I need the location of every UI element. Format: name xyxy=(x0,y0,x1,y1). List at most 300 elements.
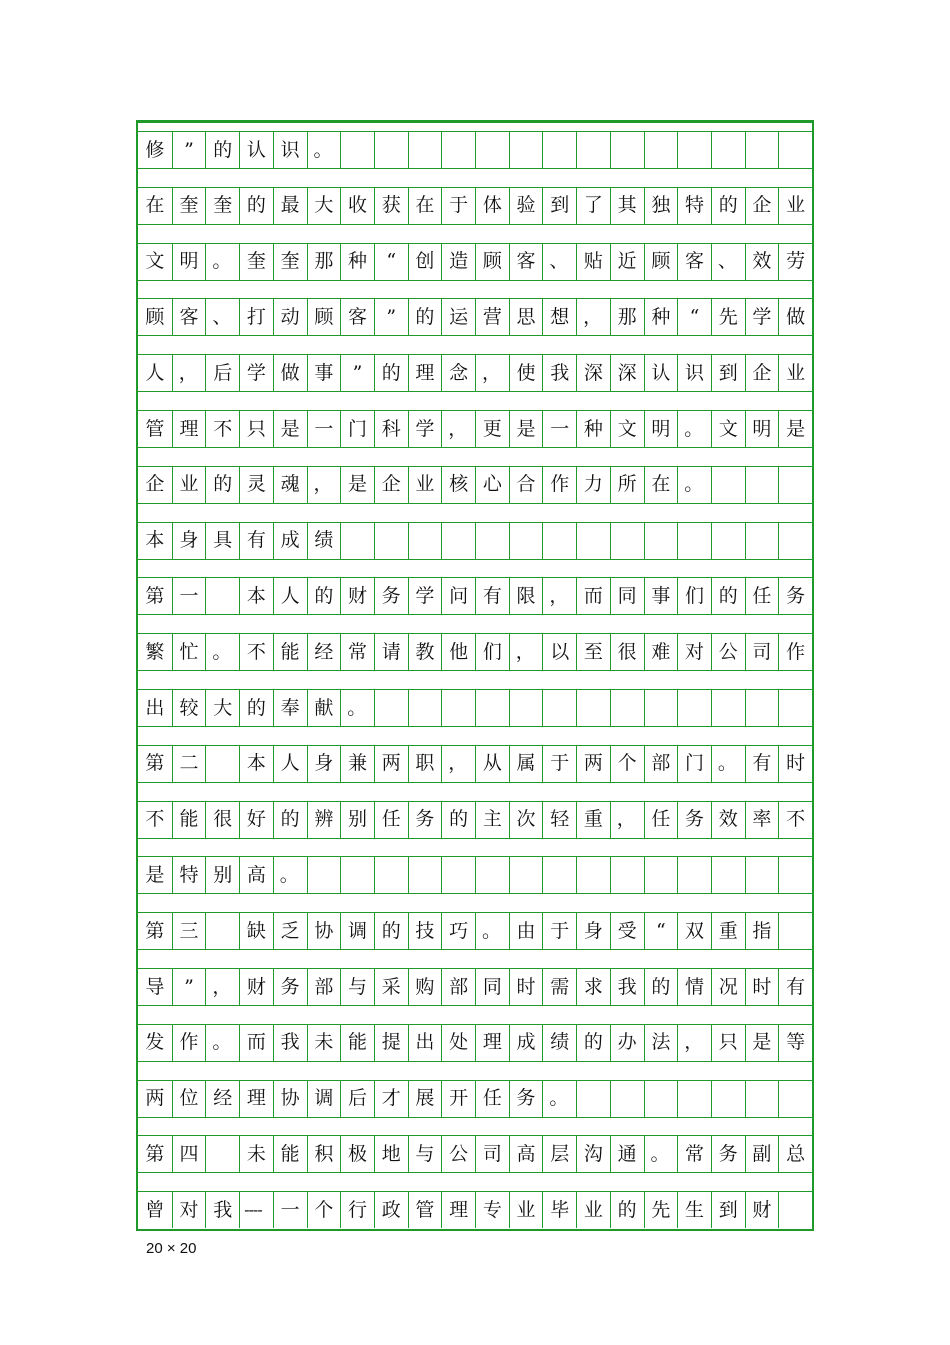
grid-cell: ， xyxy=(205,969,239,1005)
grid-cell: 三 xyxy=(172,913,206,949)
grid-cell xyxy=(745,690,779,726)
grid-cell: 与 xyxy=(408,1136,442,1172)
grid-spacer xyxy=(138,949,812,969)
grid-cell xyxy=(374,523,408,559)
grid-cell: 近 xyxy=(610,244,644,280)
grid-cell: 。 xyxy=(205,244,239,280)
grid-cell: 使 xyxy=(509,355,543,391)
grid-cell: 而 xyxy=(239,1025,273,1061)
grid-cell: 任 xyxy=(374,802,408,838)
grid-cell xyxy=(441,857,475,893)
grid-cell: 不 xyxy=(145,808,165,831)
grid-cell: 属 xyxy=(509,746,543,782)
grid-cell xyxy=(644,857,678,893)
grid-cell: ， xyxy=(475,355,509,391)
grid-cell: 是 xyxy=(745,1025,779,1061)
grid-cell xyxy=(542,132,576,168)
grid-cell xyxy=(576,857,610,893)
grid-cell: 灵 xyxy=(239,467,273,503)
grid-cell: 人 xyxy=(145,361,165,384)
grid-cell: 门 xyxy=(677,746,711,782)
grid-cell: ， xyxy=(307,467,341,503)
grid-cell: 一 xyxy=(307,411,341,447)
grid-cell xyxy=(205,578,239,614)
grid-cell: 协 xyxy=(307,913,341,949)
grid-row xyxy=(138,244,812,280)
grid-cell: 特 xyxy=(677,188,711,224)
grid-row xyxy=(138,969,812,1005)
grid-cell: 有 xyxy=(778,969,812,1005)
grid-cell: 验 xyxy=(509,188,543,224)
grid-cell: 理 xyxy=(475,1025,509,1061)
grid-cell: 导 xyxy=(145,975,165,998)
grid-cell: 文 xyxy=(711,411,745,447)
grid-cell: 不 xyxy=(205,411,239,447)
grid-cell: ” xyxy=(374,299,408,335)
grid-spacer xyxy=(138,168,812,188)
grid-cell: 部 xyxy=(441,969,475,1005)
grid-cell: 更 xyxy=(475,411,509,447)
grid-cell: 开 xyxy=(441,1081,475,1117)
grid-cell: 务 xyxy=(778,578,812,614)
grid-spacer xyxy=(138,726,812,746)
grid-cell: 业 xyxy=(778,355,812,391)
grid-cell xyxy=(509,132,543,168)
grid-cell: 具 xyxy=(205,523,239,559)
grid-cell xyxy=(475,690,509,726)
grid-cell: 理 xyxy=(408,355,442,391)
grid-spacer xyxy=(138,447,812,467)
grid-cell xyxy=(778,1081,812,1117)
grid-cell: 较 xyxy=(172,690,206,726)
grid-cell: 绩 xyxy=(542,1025,576,1061)
grid-cell: 兼 xyxy=(340,746,374,782)
grid-cell: 业 xyxy=(172,467,206,503)
grid-cell: 献 xyxy=(307,690,341,726)
grid-cell: 事 xyxy=(307,355,341,391)
grid-cell: 企 xyxy=(745,355,779,391)
grid-cell: 总 xyxy=(778,1136,812,1172)
grid-cell: 客 xyxy=(172,299,206,335)
grid-cell: 个 xyxy=(307,1192,341,1228)
grid-cell: 率 xyxy=(745,802,779,838)
grid-cell: “ xyxy=(677,299,711,335)
grid-row xyxy=(138,578,812,614)
grid-cell: 合 xyxy=(509,467,543,503)
grid-cell: 调 xyxy=(340,913,374,949)
grid-spacer xyxy=(138,280,812,300)
grid-cell: 不 xyxy=(239,634,273,670)
grid-cell xyxy=(374,857,408,893)
grid-cell: 时 xyxy=(745,969,779,1005)
grid-cell: 别 xyxy=(205,857,239,893)
grid-spacer xyxy=(138,614,812,634)
grid-cell: 沟 xyxy=(576,1136,610,1172)
grid-cell: 先 xyxy=(711,299,745,335)
grid-cell: 。 xyxy=(711,746,745,782)
grid-cell: 那 xyxy=(610,299,644,335)
grid-cell xyxy=(340,523,374,559)
grid-cell: 一 xyxy=(273,1192,307,1228)
grid-cell: 客 xyxy=(509,244,543,280)
grid-cell: ” xyxy=(172,969,206,1005)
grid-cell xyxy=(644,132,678,168)
grid-cell: 能 xyxy=(273,634,307,670)
grid-cell: “ xyxy=(644,913,678,949)
grid-cell: 个 xyxy=(610,746,644,782)
grid-cell xyxy=(711,857,745,893)
grid-cell: 作 xyxy=(542,467,576,503)
grid-cell: 奎 xyxy=(273,244,307,280)
grid-cell xyxy=(778,467,812,503)
grid-row xyxy=(138,132,812,168)
grid-cell: 学 xyxy=(408,578,442,614)
grid-cell: 企 xyxy=(745,188,779,224)
grid-cell: 对 xyxy=(677,634,711,670)
grid-cell: 经 xyxy=(307,634,341,670)
grid-cell: 求 xyxy=(576,969,610,1005)
grid-cell: 教 xyxy=(408,634,442,670)
grid-cell xyxy=(677,690,711,726)
grid-cell: 辨 xyxy=(307,802,341,838)
grid-cell: 务 xyxy=(273,969,307,1005)
grid-cell: 财 xyxy=(239,969,273,1005)
grid-cell: 法 xyxy=(644,1025,678,1061)
grid-row xyxy=(138,299,812,335)
grid-cell: 、 xyxy=(711,244,745,280)
grid-cell: 人 xyxy=(273,578,307,614)
grid-cell: 位 xyxy=(172,1081,206,1117)
grid-cell xyxy=(610,1081,644,1117)
grid-spacer xyxy=(138,224,812,244)
grid-cell: ， xyxy=(610,802,644,838)
grid-spacer xyxy=(138,782,812,802)
grid-cell: 极 xyxy=(340,1136,374,1172)
grid-cell xyxy=(610,132,644,168)
grid-cell: ” xyxy=(172,132,206,168)
grid-cell: 两 xyxy=(145,1087,165,1110)
grid-cell: 是 xyxy=(273,411,307,447)
grid-cell: 公 xyxy=(711,634,745,670)
grid-row xyxy=(138,746,812,782)
grid-cell: 处 xyxy=(441,1025,475,1061)
grid-cell xyxy=(441,523,475,559)
grid-cell: 很 xyxy=(205,802,239,838)
grid-cell: 于 xyxy=(441,188,475,224)
grid-cell: 修 xyxy=(145,138,165,161)
grid-cell: 客 xyxy=(677,244,711,280)
grid-cell: 协 xyxy=(273,1081,307,1117)
grid-cell: 只 xyxy=(711,1025,745,1061)
grid-cell: 魂 xyxy=(273,467,307,503)
grid-row xyxy=(138,1025,812,1061)
grid-cell: 四 xyxy=(172,1136,206,1172)
grid-cell: 不 xyxy=(778,802,812,838)
grid-cell: 同 xyxy=(475,969,509,1005)
grid-cell xyxy=(408,132,442,168)
grid-cell: 提 xyxy=(374,1025,408,1061)
grid-cell: 毕 xyxy=(542,1192,576,1228)
grid-cell: 到 xyxy=(711,355,745,391)
grid-cell xyxy=(475,132,509,168)
grid-cell: 需 xyxy=(542,969,576,1005)
grid-cell: 主 xyxy=(475,802,509,838)
grid-cell: 最 xyxy=(273,188,307,224)
grid-cell: 。 xyxy=(475,913,509,949)
grid-cell: 顾 xyxy=(307,299,341,335)
grid-cell: 的 xyxy=(610,1192,644,1228)
grid-cell: 问 xyxy=(441,578,475,614)
grid-cell: 的 xyxy=(307,578,341,614)
grid-cell: 造 xyxy=(441,244,475,280)
grid-cell xyxy=(374,690,408,726)
grid-cell xyxy=(711,1081,745,1117)
grid-cell xyxy=(205,746,239,782)
manuscript-grid xyxy=(136,120,814,1231)
grid-cell xyxy=(677,1081,711,1117)
grid-cell: 念 xyxy=(441,355,475,391)
grid-cell: 政 xyxy=(374,1192,408,1228)
grid-cell: 一 xyxy=(172,578,206,614)
grid-cell xyxy=(644,690,678,726)
grid-spacer xyxy=(138,838,812,858)
grid-cell: 劳 xyxy=(778,244,812,280)
grid-cell: 我 xyxy=(610,969,644,1005)
grid-cell: 本 xyxy=(239,578,273,614)
grid-cell: 经 xyxy=(205,1081,239,1117)
grid-row xyxy=(138,1136,812,1172)
grid-cell: 学 xyxy=(745,299,779,335)
grid-cell: 很 xyxy=(610,634,644,670)
grid-cell: 二 xyxy=(172,746,206,782)
grid-cell: 况 xyxy=(711,969,745,1005)
grid-cell: 业 xyxy=(576,1192,610,1228)
grid-cell xyxy=(610,690,644,726)
grid-cell xyxy=(745,523,779,559)
grid-cell: 作 xyxy=(778,634,812,670)
grid-row xyxy=(138,690,812,726)
grid-cell: 成 xyxy=(273,523,307,559)
grid-cell xyxy=(711,132,745,168)
grid-cell: 出 xyxy=(408,1025,442,1061)
grid-cell: ， xyxy=(509,634,543,670)
grid-cell: 特 xyxy=(172,857,206,893)
grid-cell: 理 xyxy=(172,411,206,447)
grid-cell: 有 xyxy=(475,578,509,614)
grid-cell: 、 xyxy=(205,299,239,335)
grid-cell: 第 xyxy=(145,584,165,607)
grid-cell: 在 xyxy=(644,467,678,503)
grid-cell: 他 xyxy=(441,634,475,670)
grid-cell: 所 xyxy=(610,467,644,503)
grid-cell: 巧 xyxy=(441,913,475,949)
grid-cell: 由 xyxy=(509,913,543,949)
grid-cell: 其 xyxy=(610,188,644,224)
grid-cell xyxy=(374,132,408,168)
grid-cell: 贴 xyxy=(576,244,610,280)
grid-cell xyxy=(205,913,239,949)
grid-cell: 任 xyxy=(644,802,678,838)
grid-cell: 出 xyxy=(145,696,165,719)
grid-cell xyxy=(644,523,678,559)
grid-cell: 深 xyxy=(576,355,610,391)
grid-cell xyxy=(677,857,711,893)
grid-spacer xyxy=(138,1005,812,1025)
grid-cell: 后 xyxy=(340,1081,374,1117)
grid-cell: 管 xyxy=(145,417,165,440)
grid-cell xyxy=(745,132,779,168)
grid-cell: ---- xyxy=(239,1192,273,1228)
grid-cell: 重 xyxy=(576,802,610,838)
grid-row xyxy=(138,1081,812,1117)
grid-spacer xyxy=(138,670,812,690)
grid-cell xyxy=(542,857,576,893)
grid-cell xyxy=(778,690,812,726)
grid-cell: 情 xyxy=(677,969,711,1005)
grid-cell: 财 xyxy=(340,578,374,614)
grid-cell xyxy=(340,132,374,168)
grid-cell: 的 xyxy=(441,802,475,838)
grid-cell xyxy=(778,857,812,893)
grid-cell: 的 xyxy=(239,690,273,726)
grid-cell: 管 xyxy=(408,1192,442,1228)
grid-cell: 效 xyxy=(711,802,745,838)
grid-cell: 识 xyxy=(273,132,307,168)
grid-cell: 能 xyxy=(340,1025,374,1061)
grid-cell xyxy=(542,523,576,559)
grid-cell xyxy=(677,523,711,559)
grid-cell: 文 xyxy=(145,250,165,273)
grid-cell: 到 xyxy=(542,188,576,224)
grid-cell: 大 xyxy=(205,690,239,726)
grid-cell: 业 xyxy=(408,467,442,503)
grid-cell: 的 xyxy=(711,188,745,224)
grid-cell: 对 xyxy=(172,1192,206,1228)
grid-cell: 务 xyxy=(509,1081,543,1117)
grid-cell: 忙 xyxy=(172,634,206,670)
grid-cell: 打 xyxy=(239,299,273,335)
grid-cell: 明 xyxy=(745,411,779,447)
grid-cell xyxy=(340,857,374,893)
grid-cell: 核 xyxy=(441,467,475,503)
grid-cell: 业 xyxy=(778,188,812,224)
grid-cell: 想 xyxy=(542,299,576,335)
grid-cell: 高 xyxy=(239,857,273,893)
grid-cell xyxy=(711,523,745,559)
grid-cell: 人 xyxy=(273,746,307,782)
grid-cell: 力 xyxy=(576,467,610,503)
grid-cell: 地 xyxy=(374,1136,408,1172)
grid-cell: 是 xyxy=(340,467,374,503)
grid-cell: 先 xyxy=(644,1192,678,1228)
grid-cell: 次 xyxy=(509,802,543,838)
grid-cell: 未 xyxy=(307,1025,341,1061)
grid-row xyxy=(138,1192,812,1228)
grid-cell: 。 xyxy=(205,634,239,670)
grid-row xyxy=(138,467,812,503)
grid-cell xyxy=(509,690,543,726)
grid-cell xyxy=(509,523,543,559)
grid-cell xyxy=(576,132,610,168)
grid-cell xyxy=(745,857,779,893)
grid-row xyxy=(138,523,812,559)
grid-cell: 们 xyxy=(677,578,711,614)
grid-cell: 。 xyxy=(677,411,711,447)
grid-cell: 本 xyxy=(145,529,165,552)
grid-cell: 。 xyxy=(677,467,711,503)
grid-cell: 运 xyxy=(441,299,475,335)
grid-cell: ， xyxy=(542,578,576,614)
grid-cell: 我 xyxy=(273,1025,307,1061)
grid-cell: 一 xyxy=(542,411,576,447)
grid-cell: 公 xyxy=(441,1136,475,1172)
grid-cell xyxy=(745,1081,779,1117)
grid-cell: ， xyxy=(172,355,206,391)
grid-cell: 生 xyxy=(677,1192,711,1228)
grid-cell: 收 xyxy=(340,188,374,224)
grid-cell: 副 xyxy=(745,1136,779,1172)
grid-cell: 学 xyxy=(239,355,273,391)
grid-cell: 种 xyxy=(576,411,610,447)
grid-cell: 从 xyxy=(475,746,509,782)
grid-cell: 两 xyxy=(374,746,408,782)
grid-cell: 。 xyxy=(644,1136,678,1172)
grid-cell: 的 xyxy=(711,578,745,614)
grid-cell: 事 xyxy=(644,578,678,614)
grid-cell: 心 xyxy=(475,467,509,503)
grid-cell: 成 xyxy=(509,1025,543,1061)
grid-row xyxy=(138,802,812,838)
grid-cell: 、 xyxy=(542,244,576,280)
grid-cell: 只 xyxy=(239,411,273,447)
grid-cell: 奎 xyxy=(239,244,273,280)
grid-cell: 的 xyxy=(408,299,442,335)
grid-cell xyxy=(475,523,509,559)
grid-cell: 以 xyxy=(542,634,576,670)
grid-cell: 别 xyxy=(340,802,374,838)
grid-cell: 办 xyxy=(610,1025,644,1061)
grid-cell xyxy=(778,132,812,168)
grid-cell: 乏 xyxy=(273,913,307,949)
grid-cell: 身 xyxy=(172,523,206,559)
grid-cell: 有 xyxy=(239,523,273,559)
grid-spacer xyxy=(138,559,812,579)
grid-cell: 动 xyxy=(273,299,307,335)
grid-cell: 到 xyxy=(711,1192,745,1228)
grid-cell: 能 xyxy=(172,802,206,838)
grid-cell: 受 xyxy=(610,913,644,949)
grid-cell: 时 xyxy=(509,969,543,1005)
grid-cell: 两 xyxy=(576,746,610,782)
grid-cell: 与 xyxy=(340,969,374,1005)
grid-cell: 于 xyxy=(542,913,576,949)
grid-cell: 能 xyxy=(273,1136,307,1172)
grid-cell: 明 xyxy=(172,244,206,280)
grid-cell: 务 xyxy=(711,1136,745,1172)
grid-cell xyxy=(778,1192,812,1228)
grid-cell: 做 xyxy=(273,355,307,391)
grid-cell: 思 xyxy=(509,299,543,335)
grid-cell: 客 xyxy=(340,299,374,335)
grid-spacer xyxy=(138,335,812,355)
grid-cell: 的 xyxy=(273,802,307,838)
grid-cell: 务 xyxy=(677,802,711,838)
grid-cell: 有 xyxy=(745,746,779,782)
grid-cell: 部 xyxy=(644,746,678,782)
grid-spacer xyxy=(138,893,812,913)
grid-spacer xyxy=(138,1061,812,1081)
grid-cell: 时 xyxy=(778,746,812,782)
